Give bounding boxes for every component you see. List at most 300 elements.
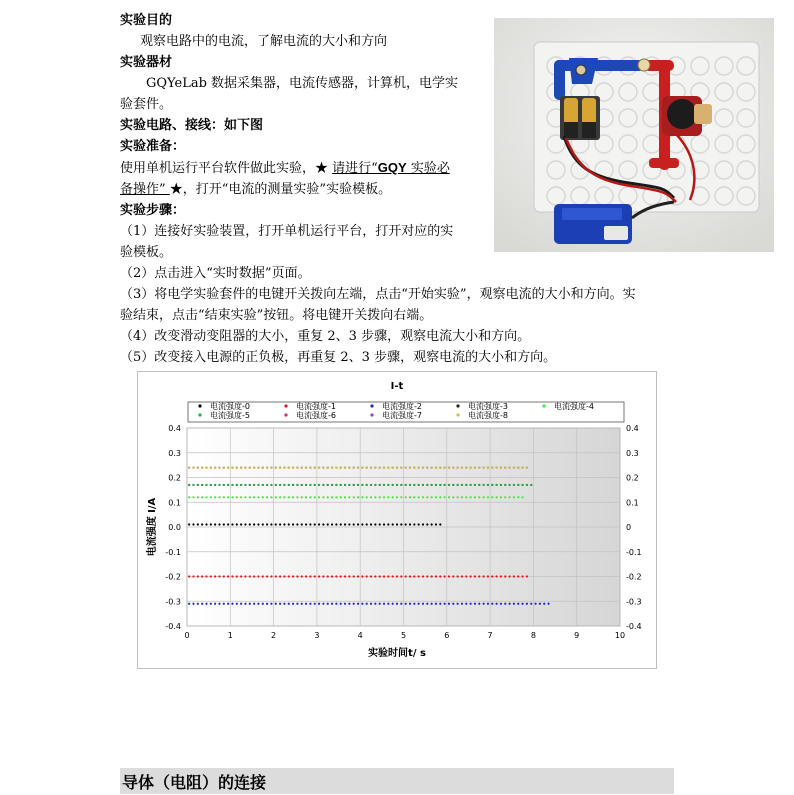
x-tick-label: 10	[614, 631, 626, 640]
data-point	[240, 523, 242, 525]
data-point	[357, 467, 359, 469]
data-point	[405, 523, 407, 525]
data-point	[452, 575, 454, 577]
data-point	[214, 603, 216, 605]
data-point	[257, 603, 259, 605]
data-point	[470, 575, 472, 577]
data-point	[361, 484, 363, 486]
data-point	[218, 467, 220, 469]
circuit-kit-photo-icon	[494, 18, 774, 252]
data-point	[218, 575, 220, 577]
data-point	[335, 575, 337, 577]
data-point	[214, 523, 216, 525]
data-point	[301, 496, 303, 498]
data-point	[314, 575, 316, 577]
chart-title: I-t	[390, 381, 404, 392]
data-point	[331, 523, 333, 525]
data-point	[314, 523, 316, 525]
data-point	[305, 523, 307, 525]
data-point	[231, 484, 233, 486]
data-point	[418, 484, 420, 486]
data-point	[504, 603, 506, 605]
data-point	[374, 496, 376, 498]
data-point	[318, 484, 320, 486]
y-tick-label-right: 0.2	[626, 473, 639, 483]
data-point	[431, 523, 433, 525]
data-point	[353, 496, 355, 498]
data-point	[292, 523, 294, 525]
data-point	[422, 575, 424, 577]
data-point	[327, 496, 329, 498]
data-point	[461, 496, 463, 498]
step-1-line-1: （1）连接好实验装置，打开单机运行平台，打开对应的实	[120, 224, 454, 239]
data-point	[444, 496, 446, 498]
y-tick-label: 0.3	[168, 448, 181, 458]
data-point	[318, 575, 320, 577]
legend-label: 电流强度-1	[296, 402, 336, 411]
data-point	[508, 603, 510, 605]
data-point	[344, 484, 346, 486]
data-point	[348, 603, 350, 605]
data-point	[318, 496, 320, 498]
x-tick-label: 5	[400, 631, 407, 640]
data-point	[262, 484, 264, 486]
data-point	[231, 467, 233, 469]
data-point	[387, 496, 389, 498]
data-point	[392, 523, 394, 525]
data-point	[318, 523, 320, 525]
data-point	[392, 603, 394, 605]
data-point	[227, 575, 229, 577]
data-point	[470, 484, 472, 486]
data-point	[474, 603, 476, 605]
data-point	[361, 467, 363, 469]
data-point	[210, 467, 212, 469]
data-point	[448, 484, 450, 486]
data-point	[309, 523, 311, 525]
data-point	[197, 496, 199, 498]
data-point	[322, 467, 324, 469]
data-point	[309, 484, 311, 486]
data-point	[457, 467, 459, 469]
data-point	[439, 496, 441, 498]
data-point	[327, 575, 329, 577]
data-point	[431, 484, 433, 486]
y-tick-label: -0.2	[165, 572, 181, 582]
x-tick-label: 2	[271, 631, 277, 640]
data-point	[387, 484, 389, 486]
x-tick-label: 7	[487, 631, 493, 640]
data-point	[517, 467, 519, 469]
data-point	[517, 496, 519, 498]
data-point	[210, 496, 212, 498]
data-point	[266, 523, 268, 525]
data-point	[253, 523, 255, 525]
data-point	[370, 523, 372, 525]
data-point	[478, 484, 480, 486]
data-point	[431, 467, 433, 469]
data-point	[192, 523, 194, 525]
data-point	[262, 467, 264, 469]
data-point	[257, 496, 259, 498]
data-point	[231, 603, 233, 605]
data-point	[292, 467, 294, 469]
data-point	[223, 523, 225, 525]
data-point	[192, 484, 194, 486]
data-point	[240, 496, 242, 498]
data-point	[253, 467, 255, 469]
data-point	[309, 467, 311, 469]
data-point	[465, 484, 467, 486]
data-point	[353, 575, 355, 577]
data-point	[296, 603, 298, 605]
x-tick-label: 4	[357, 631, 363, 640]
data-point	[361, 523, 363, 525]
data-point	[452, 496, 454, 498]
data-point	[223, 603, 225, 605]
y-tick-label-right: -0.2	[626, 572, 642, 582]
data-point	[483, 603, 485, 605]
data-point	[322, 603, 324, 605]
data-point	[201, 467, 203, 469]
data-point	[296, 467, 298, 469]
data-point	[448, 467, 450, 469]
data-point	[444, 575, 446, 577]
prep-line-2-b: ★，打开“电流的测量实验”实验模板。	[169, 182, 392, 197]
data-point	[435, 467, 437, 469]
data-point	[192, 603, 194, 605]
data-point	[439, 603, 441, 605]
data-point	[257, 523, 259, 525]
data-point	[223, 484, 225, 486]
data-point	[405, 603, 407, 605]
materials-heading: 实验器材	[120, 55, 173, 70]
data-point	[508, 496, 510, 498]
data-point	[409, 467, 411, 469]
data-point	[444, 603, 446, 605]
data-point	[192, 575, 194, 577]
data-point	[413, 467, 415, 469]
data-point	[214, 467, 216, 469]
data-point	[227, 496, 229, 498]
data-point	[392, 575, 394, 577]
data-point	[279, 603, 281, 605]
data-point	[201, 523, 203, 525]
y-tick-label: 0.2	[168, 473, 181, 483]
data-point	[197, 523, 199, 525]
data-point	[491, 467, 493, 469]
data-point	[327, 603, 329, 605]
data-point	[270, 603, 272, 605]
data-point	[218, 523, 220, 525]
data-point	[357, 523, 359, 525]
data-point	[201, 575, 203, 577]
data-point	[366, 484, 368, 486]
step-4: （4）改变滑动变阻器的大小，重复 2、3 步骤，观察电流大小和方向。	[120, 329, 531, 344]
data-point	[283, 484, 285, 486]
data-point	[491, 603, 493, 605]
data-point	[461, 484, 463, 486]
data-point	[197, 484, 199, 486]
y-tick-label-right: 0.4	[626, 424, 639, 433]
data-point	[188, 603, 190, 605]
y-tick-label: 0.4	[168, 424, 181, 433]
data-point	[262, 603, 264, 605]
data-point	[270, 467, 272, 469]
data-point	[305, 467, 307, 469]
legend-label: 电流强度-2	[382, 402, 422, 411]
data-point	[275, 496, 277, 498]
data-point	[366, 575, 368, 577]
data-point	[470, 603, 472, 605]
data-point	[353, 484, 355, 486]
data-point	[249, 575, 251, 577]
data-point	[504, 575, 506, 577]
data-point	[396, 467, 398, 469]
data-point	[301, 523, 303, 525]
data-point	[517, 484, 519, 486]
legend-label: 电流强度-8	[468, 411, 508, 420]
data-point	[379, 575, 381, 577]
data-point	[361, 496, 363, 498]
data-point	[508, 467, 510, 469]
data-point	[301, 575, 303, 577]
data-point	[296, 575, 298, 577]
x-tick-label: 0	[184, 631, 190, 640]
data-point	[500, 575, 502, 577]
data-point	[413, 496, 415, 498]
data-point	[244, 484, 246, 486]
data-point	[283, 467, 285, 469]
data-point	[435, 523, 437, 525]
data-point	[483, 575, 485, 577]
x-tick-label: 8	[530, 631, 536, 640]
data-point	[266, 575, 268, 577]
data-point	[244, 467, 246, 469]
data-point	[331, 496, 333, 498]
data-point	[487, 484, 489, 486]
data-point	[521, 575, 523, 577]
data-point	[279, 484, 281, 486]
data-point	[526, 467, 528, 469]
data-point	[348, 523, 350, 525]
data-point	[418, 467, 420, 469]
data-point	[487, 496, 489, 498]
data-point	[270, 523, 272, 525]
data-point	[348, 575, 350, 577]
step-5: （5）改变接入电源的正负极，再重复 2、3 步骤，观察电流的大小和方向。	[120, 350, 557, 365]
data-point	[249, 496, 251, 498]
data-point	[487, 467, 489, 469]
data-point	[543, 603, 545, 605]
data-point	[478, 575, 480, 577]
data-point	[331, 603, 333, 605]
data-point	[457, 575, 459, 577]
data-point	[366, 523, 368, 525]
data-point	[422, 496, 424, 498]
data-point	[244, 496, 246, 498]
data-point	[366, 603, 368, 605]
data-point	[374, 467, 376, 469]
data-point	[214, 484, 216, 486]
current-time-chart	[137, 371, 657, 669]
data-point	[474, 467, 476, 469]
prep-link-text-1: 请进行“	[332, 161, 378, 176]
prep-link-part-1[interactable]	[332, 161, 450, 176]
data-point	[387, 575, 389, 577]
data-point	[444, 467, 446, 469]
data-point	[418, 575, 420, 577]
step-3-line-1: （3）将电学实验套件的电键开关拨向左端，点击“开始实验”，观察电流的大小和方向。实	[120, 287, 636, 302]
data-point	[517, 603, 519, 605]
y-axis-left	[165, 424, 181, 631]
data-point	[327, 484, 329, 486]
data-point	[513, 496, 515, 498]
data-point	[305, 575, 307, 577]
data-point	[439, 467, 441, 469]
data-point	[192, 496, 194, 498]
data-point	[465, 496, 467, 498]
x-tick-label: 9	[574, 631, 580, 640]
data-point	[379, 467, 381, 469]
data-point	[210, 484, 212, 486]
data-point	[457, 496, 459, 498]
data-point	[465, 603, 467, 605]
data-point	[530, 603, 532, 605]
data-point	[327, 523, 329, 525]
data-point	[483, 484, 485, 486]
data-point	[314, 484, 316, 486]
data-point	[231, 575, 233, 577]
data-point	[331, 575, 333, 577]
data-point	[296, 484, 298, 486]
data-point	[227, 467, 229, 469]
prep-link-part-2[interactable]: 备操作”	[120, 182, 170, 197]
data-point	[348, 467, 350, 469]
data-point	[405, 484, 407, 486]
data-point	[483, 496, 485, 498]
data-point	[491, 496, 493, 498]
data-point	[379, 603, 381, 605]
data-point	[461, 603, 463, 605]
data-point	[374, 603, 376, 605]
data-point	[400, 523, 402, 525]
data-point	[370, 496, 372, 498]
data-point	[275, 467, 277, 469]
data-point	[249, 523, 251, 525]
data-point	[366, 496, 368, 498]
data-point	[301, 467, 303, 469]
data-point	[253, 484, 255, 486]
data-point	[426, 603, 428, 605]
data-point	[309, 575, 311, 577]
data-point	[435, 603, 437, 605]
section-title: 导体（电阻）的连接	[122, 773, 267, 792]
data-point	[305, 496, 307, 498]
data-point	[534, 603, 536, 605]
data-point	[504, 496, 506, 498]
data-point	[305, 484, 307, 486]
data-point	[236, 603, 238, 605]
data-point	[353, 603, 355, 605]
prep-heading: 实验准备：	[120, 139, 186, 154]
data-point	[487, 603, 489, 605]
y-tick-label-right: 0.3	[626, 448, 639, 458]
data-point	[353, 523, 355, 525]
data-point	[379, 496, 381, 498]
data-point	[370, 467, 372, 469]
data-point	[288, 484, 290, 486]
data-point	[257, 467, 259, 469]
data-point	[309, 603, 311, 605]
data-point	[444, 484, 446, 486]
data-point	[413, 575, 415, 577]
data-point	[413, 484, 415, 486]
data-point	[270, 484, 272, 486]
data-point	[396, 484, 398, 486]
data-point	[526, 484, 528, 486]
data-point	[400, 575, 402, 577]
circuit-heading: 实验电路、接线：如下图	[120, 118, 264, 133]
data-point	[478, 603, 480, 605]
data-point	[487, 575, 489, 577]
data-point	[495, 484, 497, 486]
data-point	[283, 496, 285, 498]
data-point	[344, 496, 346, 498]
legend-marker	[370, 404, 373, 407]
data-point	[288, 496, 290, 498]
data-point	[357, 575, 359, 577]
data-point	[236, 484, 238, 486]
y-tick-label: -0.4	[165, 622, 181, 631]
data-point	[383, 467, 385, 469]
data-point	[448, 575, 450, 577]
y-tick-label: 0.0	[168, 523, 181, 532]
data-point	[197, 603, 199, 605]
data-point	[205, 484, 207, 486]
data-point	[409, 523, 411, 525]
data-point	[253, 603, 255, 605]
data-point	[236, 467, 238, 469]
data-point	[218, 603, 220, 605]
data-point	[392, 484, 394, 486]
data-point	[218, 496, 220, 498]
data-point	[439, 523, 441, 525]
data-point	[470, 496, 472, 498]
x-axis-label: 实验时间t/ s	[368, 648, 426, 659]
legend-label: 电流强度-6	[296, 411, 336, 420]
data-point	[253, 575, 255, 577]
data-point	[288, 523, 290, 525]
data-point	[314, 467, 316, 469]
data-point	[253, 496, 255, 498]
legend-marker	[456, 404, 459, 407]
legend-marker	[284, 404, 287, 407]
data-point	[344, 467, 346, 469]
y-tick-label-right: -0.3	[626, 597, 642, 607]
circuit-kit-photo	[494, 18, 774, 252]
data-point	[335, 484, 337, 486]
legend-label: 电流强度-4	[554, 402, 594, 411]
legend-marker	[284, 413, 287, 416]
data-point	[504, 484, 506, 486]
data-point	[279, 575, 281, 577]
data-point	[188, 575, 190, 577]
legend-marker	[198, 413, 201, 416]
legend-label: 电流强度-0	[210, 402, 250, 411]
data-point	[335, 496, 337, 498]
data-point	[188, 484, 190, 486]
